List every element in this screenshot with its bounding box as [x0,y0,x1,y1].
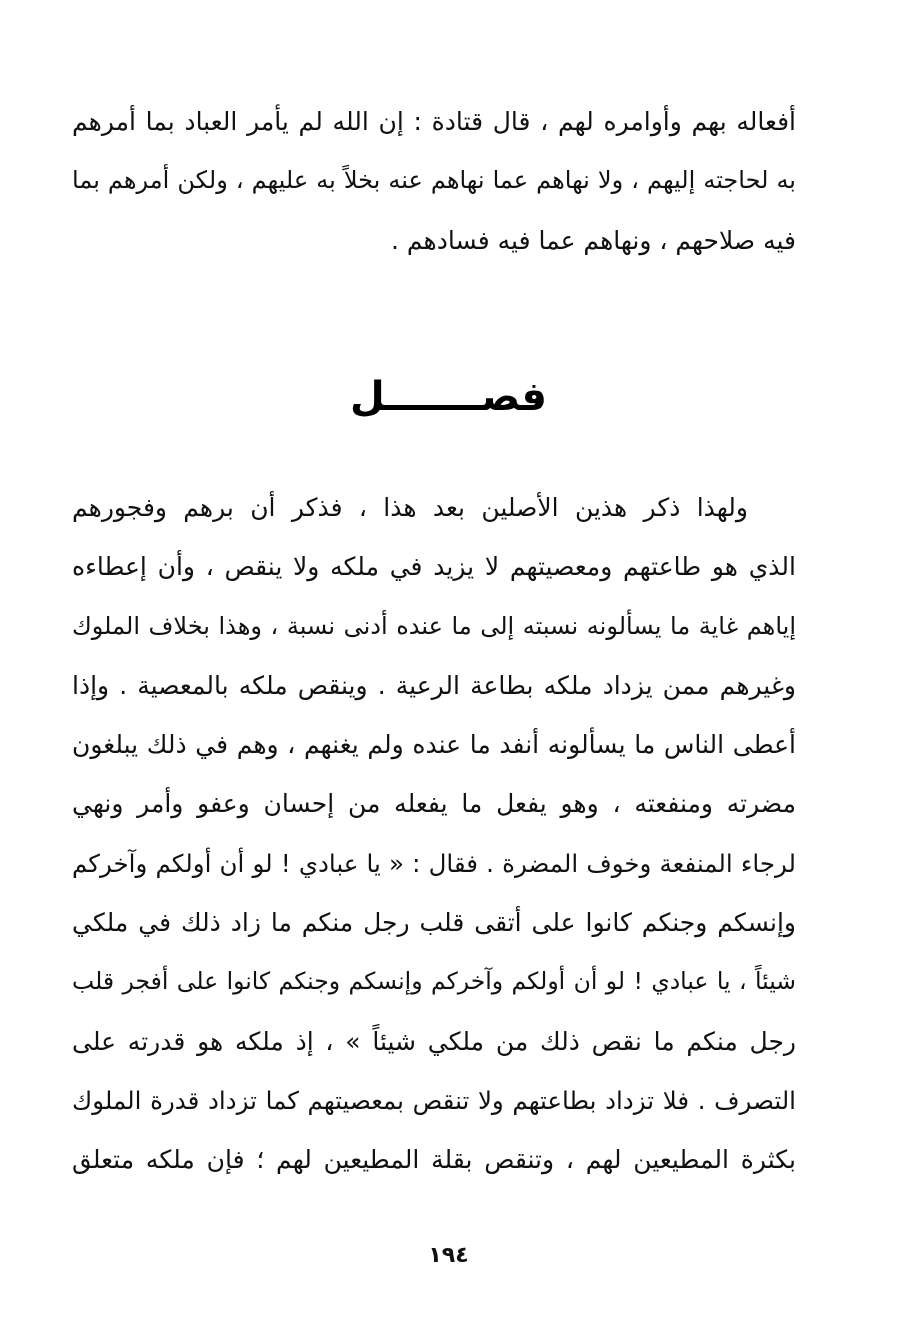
page-number: ١٩٤ [428,1243,469,1268]
body-line: لرجاء المنفعة وخوف المضرة . فقال : « يا عبادي ! لو أن أولكم وآخركم [72,848,796,878]
body-line: مضرته ومنفعته ، وهو يفعل ما يفعله من إحسان وعفو وأمر ونهي [72,789,796,819]
section-heading: فصـــــــل [349,374,547,420]
body-paragraph [72,478,796,1190]
body-line: شيئاً ، يا عبادي ! لو أن أولكم وآخركم وإنسكم وجنكم كانوا على أفجر قلب [72,967,796,996]
intro-line: أفعاله بهم وأوامره لهم ، قال قتادة : إن الله لم يأمر العباد بما أمرهم [72,107,796,136]
body-line: ولهذا ذكر هذين الأصلين بعد هذا ، فذكر أن برهم وفجورهم [72,493,748,522]
body-line: الذي هو طاعتهم ومعصيتهم لا يزيد في ملكه ولا ينقص ، وأن إعطاءه [72,552,796,582]
body-line: وإنسكم وجنكم كانوا على أتقى قلب رجل منكم ما زاد ذلك في ملكي [72,908,796,938]
body-line: التصرف . فلا تزداد بطاعتهم ولا تنقص بمعصيتهم كما تزداد قدرة الملوك [72,1085,796,1115]
intro-line: فيه صلاحهم ، ونهاهم عما فيه فسادهم . [390,225,796,255]
body-line: بكثرة المطيعين لهم ، وتنقص بقلة المطيعين لهم ؛ فإن ملكه متعلق [72,1145,796,1175]
body-line: وغيرهم ممن يزداد ملكه بطاعة الرعية . وينقص ملكه بالمعصية . وإذا [72,670,796,700]
intro-paragraph [72,92,796,270]
intro-line: به لحاجته إليهم ، ولا نهاهم عما نهاهم عنه بخلاً به عليهم ، ولكن أمرهم بما [72,166,796,195]
body-line: إياهم غاية ما يسألونه نسبته إلى ما عنده أدنى نسبة ، وهذا بخلاف الملوك [72,611,796,640]
body-line: رجل منكم ما نقص ذلك من ملكي شيئاً » ، إذ ملكه هو قدرته على [72,1026,796,1056]
body-line: أعطى الناس ما يسألونه أنفد ما عنده ولم يغنهم ، وهم في ذلك يبلغون [72,730,796,760]
